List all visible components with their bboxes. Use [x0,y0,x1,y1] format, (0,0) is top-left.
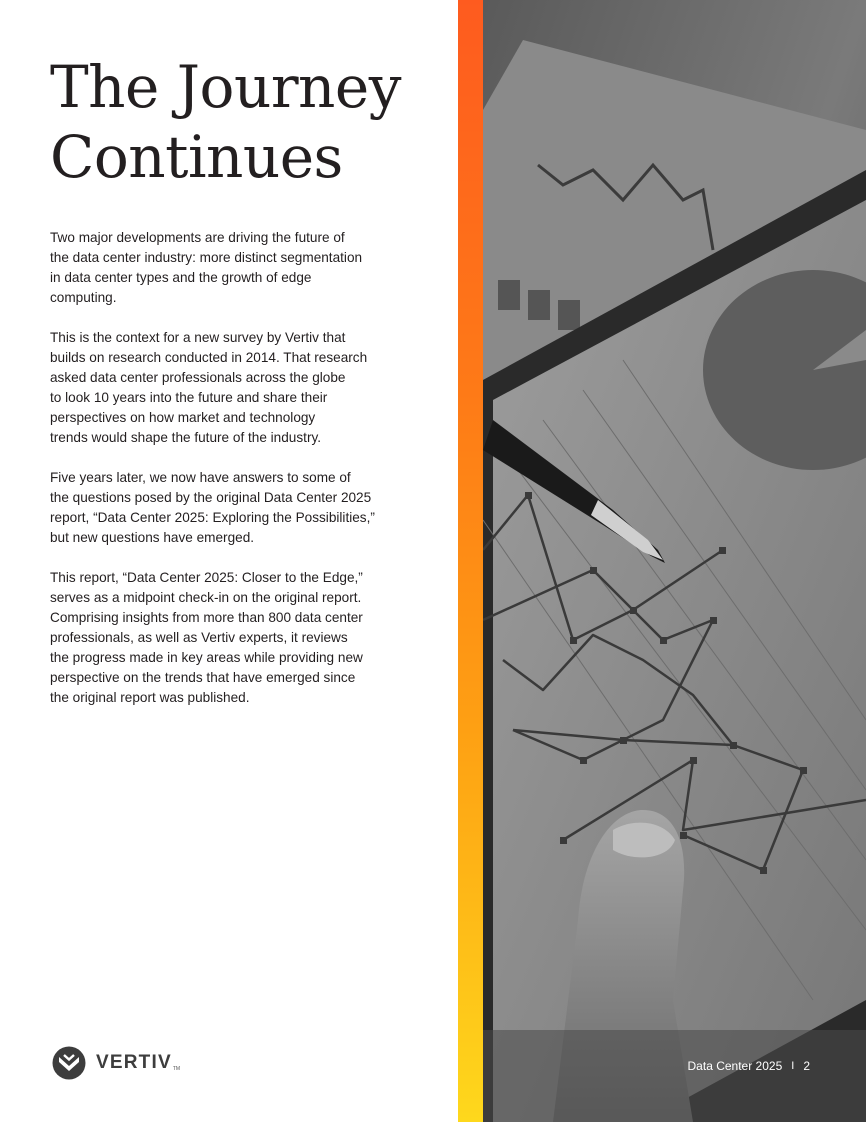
text-line: serves as a midpoint check-in on the original report. [50,590,362,605]
paragraph-1 [50,228,400,308]
vertiv-logo [52,1046,180,1080]
page-footer [688,1059,810,1073]
text-line: report, “Data Center 2025: Exploring the Possibilities,” [50,510,375,525]
text-line: Comprising insights from more than 800 data center [50,610,363,625]
text-line: computing. [50,290,117,305]
cover-photo [483,0,866,1122]
text-line: perspectives on how market and technology [50,410,316,425]
text-line: in data center types and the growth of edge [50,270,312,285]
text-line: This report, “Data Center 2025: Closer to the Edge,” [50,570,363,585]
text-line: the progress made in key areas while providing new [50,650,363,665]
text-line: professionals, as well as Vertiv experts, it reviews [50,630,348,645]
paragraph-2 [50,328,400,448]
footer-separator: I [791,1060,795,1072]
page-title [50,52,450,192]
text-line: trends would shape the future of the industry. [50,430,322,445]
text-line: builds on research conducted in 2014. That research [50,350,368,365]
title-line-1: The Journey [50,53,401,121]
paragraph-3 [50,468,400,548]
text-line: perspective on the trends that have emerged since [50,670,356,685]
accent-stripe [458,0,483,1122]
photo-illustration [483,0,866,1122]
text-line: to look 10 years into the future and share their [50,390,328,405]
text-line: Five years later, we now have answers to some of [50,470,351,485]
title-line-2: Continues [50,123,343,191]
page-number: 2 [803,1059,810,1073]
vertiv-chevron-logo-icon [52,1046,86,1080]
text-line: the data center industry: more distinct segmentation [50,250,363,265]
text-line: This is the context for a new survey by Vertiv that [50,330,346,345]
text-line: the original report was published. [50,690,250,705]
paragraph-4 [50,568,400,708]
text-line: but new questions have emerged. [50,530,255,545]
text-line: the questions posed by the original Data Center 2025 [50,490,372,505]
text-line: Two major developments are driving the future of [50,230,345,245]
footer-report-name: Data Center 2025 [687,1059,783,1073]
body-text [50,228,400,728]
text-line: asked data center professionals across the globe [50,370,346,385]
logo-trademark: TM [172,1066,181,1072]
logo-wordmark: VERTIV [96,1052,172,1073]
